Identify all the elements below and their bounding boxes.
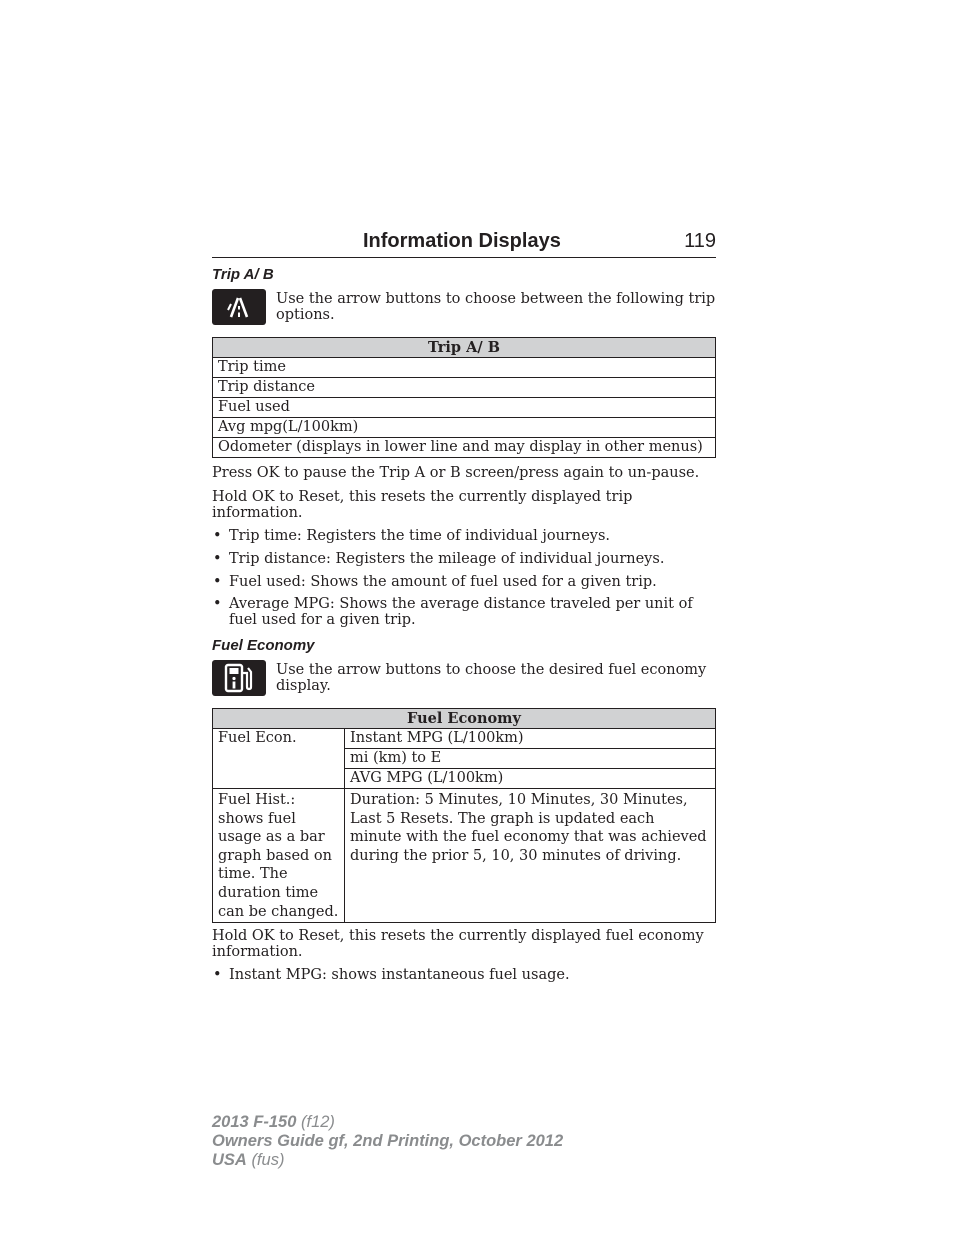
fuel-intro <box>212 660 716 696</box>
list-item: • Trip time: Registers the time of individual journeys. <box>212 528 716 544</box>
fuel-hist-label: Fuel Hist.: shows fuel usage as a bar graph based on time. The duration time can be changed. <box>213 789 345 923</box>
footer-model-code: (f12) <box>301 1113 335 1131</box>
page-header <box>212 230 716 258</box>
trip-intro-text: Use the arrow buttons to choose between the following trip options. <box>276 291 716 323</box>
trip-section-title: Trip A/ B <box>212 266 274 283</box>
trip-reset-text: Hold OK to Reset, this resets the currently displayed trip information. <box>212 489 633 521</box>
page-number: 119 <box>684 230 716 252</box>
fuel-intro-text: Use the arrow buttons to choose the desired fuel economy display. <box>276 662 707 694</box>
trip-table-row: Odometer (displays in lower line and may display in other menus) <box>213 438 716 458</box>
fuel-econ-option: mi (km) to E <box>345 749 716 769</box>
trip-table-row: Fuel used <box>213 398 716 418</box>
trip-table-header: Trip A/ B <box>213 338 716 358</box>
footer-model: 2013 F-150 <box>212 1113 297 1131</box>
fuel-hist-description: Duration: 5 Minutes, 10 Minutes, 30 Minutes, Last 5 Resets. The graph is updated each minute with the fuel economy that was achieved during the prior 5, 10, 30 minutes of driving. <box>345 789 716 923</box>
fuel-bullet-list <box>212 967 716 983</box>
fuel-reset-text: Hold OK to Reset, this resets the currently displayed fuel economy information. <box>212 928 704 961</box>
list-item: • Instant MPG: shows instantaneous fuel usage. <box>212 967 716 983</box>
trip-bullet-list <box>212 528 716 628</box>
list-item: • Average MPG: Shows the average distance traveled per unit of fuel used for a given trip. <box>212 596 716 628</box>
page-footer <box>212 1113 563 1170</box>
fuel-table-header: Fuel Economy <box>213 709 716 729</box>
fuel-table <box>212 708 716 923</box>
list-item: • Fuel used: Shows the amount of fuel used for a given trip. <box>212 574 716 590</box>
road-icon <box>212 289 266 325</box>
fuel-econ-option: AVG MPG (L/100km) <box>345 769 716 789</box>
trip-table-row: Trip distance <box>213 378 716 398</box>
fuel-econ-option: Instant MPG (L/100km) <box>345 729 716 749</box>
fuel-econ-label: Fuel Econ. <box>213 729 345 789</box>
fuel-section-title: Fuel Economy <box>212 637 315 654</box>
footer-guide: Owners Guide gf, 2nd Printing, October 2012 <box>212 1132 564 1150</box>
trip-pause-text: Press OK to pause the Trip A or B screen/press again to un-pause. <box>212 465 700 481</box>
trip-table-row: Trip time <box>213 358 716 378</box>
page-title: Information Displays <box>363 230 561 252</box>
page-content <box>212 230 716 983</box>
fuel-pump-info-icon <box>212 660 266 696</box>
trip-intro <box>212 289 716 325</box>
list-item: • Trip distance: Registers the mileage of individual journeys. <box>212 551 716 567</box>
trip-table <box>212 337 716 458</box>
footer-region: USA <box>212 1151 247 1169</box>
trip-table-row: Avg mpg(L/100km) <box>213 418 716 438</box>
footer-region-code: (fus) <box>251 1151 285 1169</box>
